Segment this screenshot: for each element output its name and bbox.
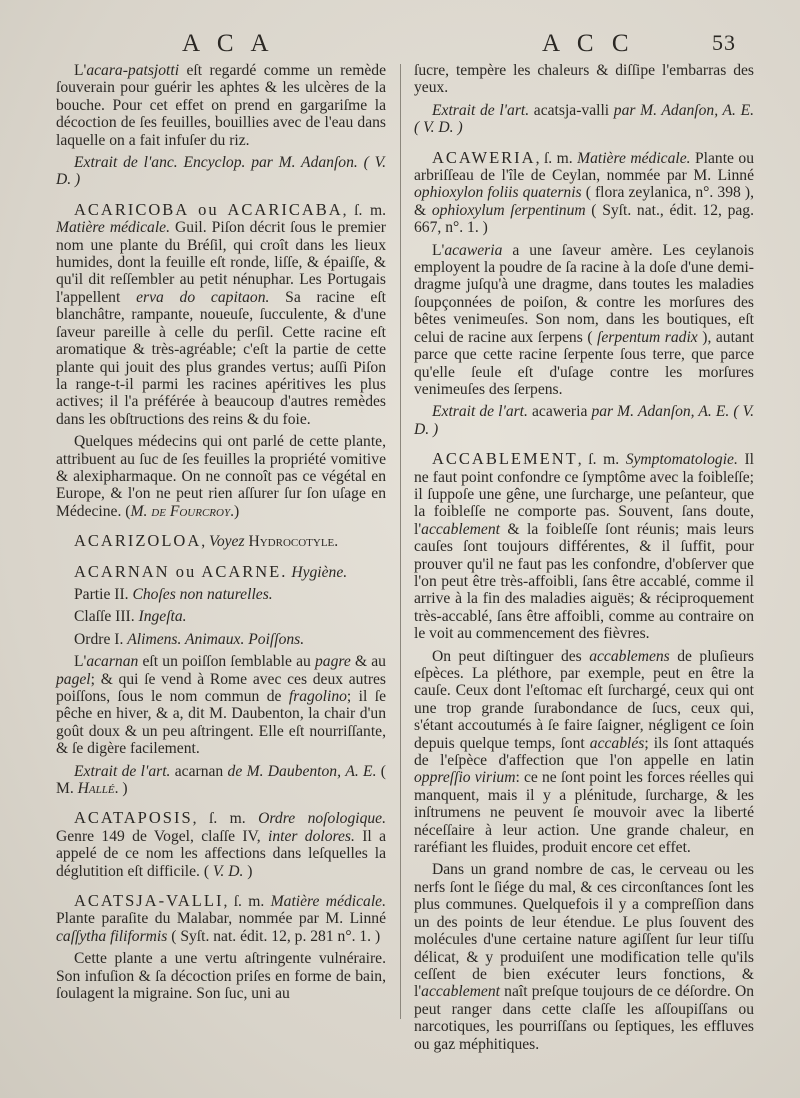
- running-header: [0, 30, 800, 60]
- classification-partie: Partie II. Choſes non naturelles.: [74, 585, 273, 603]
- entry-acaweria: ACAWERIA, ſ. m. Matière médicale. Plante ou arbriſſeau de l'île de Ceylan, nommée par M. Linné ophioxylon foliis quaternis ( flora zeylanica, n°. 398 ), & ophioxylum ſerpentinum ( Syſt. nat., édit. 12, pag. 667, n°. 1. ): [414, 147, 754, 237]
- classification-ordre: Ordre I. Alimens. Animaux. Poiſſons.: [74, 630, 305, 648]
- paragraph-cette-plante: Cette plante a une vertu aſtringente vulnéraire. Son infuſion & ſa décoction priſes en forme de bain, ſoulagent la migraine. Son ſuc, uni au: [56, 950, 386, 1003]
- headword: ACATSJA-VALLI: [74, 891, 224, 911]
- headword: ACARICOBA ou ACARICABA: [74, 199, 343, 219]
- header-right: A C C: [542, 30, 635, 57]
- left-column: [56, 62, 386, 1003]
- paragraph-dans: Dans un grand nombre de cas, le cerveau ou les nerfs ſont le ſiége du mal, & ces circonſtances ſont les plus communes. Quelquefois il y a compreſſion dans un des points de leur étendue. Le plus ſouvent des molécules d'une certaine nature agiſſent ſur leur tiſſu délicat, & y produiſent une modification telle qu'ils ceſſent de bien exécuter leurs fonctions, & l'accablement naît preſque toujours de ce déſordre. On peut ranger dans cette claſſe les aſſoupiſſans ou narcotiques, les pourriſſans ou ſeptiques, les effluves ou gaz méphitiques.: [414, 861, 754, 1053]
- entry-acarnan: ACARNAN ou ACARNE. Hygiène.: [74, 561, 348, 581]
- right-column: [414, 62, 754, 1053]
- headword: ACARIZOLOA: [74, 531, 202, 551]
- extrait-acatsja: Extrait de l'art. acatsja-valli par M. Adanſon, A. E. ( V. D. ): [414, 101, 755, 137]
- paragraph-acarnan: L'acarnan eſt un poiſſon ſemblable au pagre & au pagel; & qui ſe vend à Rome avec ces deux autres poiſſons, ſous le nom commun de fragolino; il ſe pêche en hiver, & a, dit M. Daubenton, la chair d'un goût doux & un peu aſtringent. Elle eſt nourriſſante, & ſe digère facilement.: [56, 653, 386, 758]
- entry-accablement: ACCABLEMENT, ſ. m. Symptomatologie. Il ne faut point confondre ce ſymptôme avec la foibleſſe; il ſuppoſe une gêne, une ſurcharge, une peſanteur, que la foibleſſe ne comporte pas. Souvent, ſans doute, l'accablement & la foibleſſe ſont réunis; mais leurs cauſes ſont toujours différentes, & il ſuffit, pour prouver qu'il ne faut pas les confondre, d'obſerver que l'on peut être très-affoibli, ſans être accablé, comme il arrive à la fin des maladies aiguës; & réciproquement très-accablé, ſans être affoibli, comme au contraire on le voit au commencement des fièvres.: [414, 449, 754, 643]
- extrait-acara: Extrait de l'anc. Encyclop. par M. Adanſon. ( V. D. ): [56, 154, 386, 189]
- header-left: A C A: [182, 30, 275, 57]
- page-number: 53: [712, 30, 736, 55]
- paragraph-sucre: ſucre, tempère les chaleurs & diſſipe l'embarras des yeux.: [414, 62, 754, 97]
- headword: ACCABLEMENT: [432, 449, 578, 469]
- extrait-acarnan: Extrait de l'art. acarnan de M. Daubenton, A. E. ( M. Hallé. ): [56, 762, 386, 798]
- classification-classe: Claſſe III. Ingeſta.: [74, 608, 187, 626]
- entry-acatsja-valli: ACATSJA-VALLI, ſ. m. Matière médicale. Plante paraſite du Malabar, nommée par M. Linné caſſytha filiformis ( Syſt. nat. édit. 12, p. 281 n°. 1. ): [56, 891, 386, 945]
- headword: ACAWERIA: [432, 147, 536, 167]
- entry-acaricoba: ACARICOBA ou ACARICABA, ſ. m. Matière médicale. Guil. Piſon décrit ſous le premier nom une plante du Bréſil, qui croît dans les lieux humides, dont la feuille eſt ronde, liſſe, & épaiſſe, & qu'il dit reſſembler au petit nénuphar. Les Portugais l'appellent erva do capitaon. Sa racine eſt blanchâtre, rampante, noueuſe, ſucculente, & d'une ſaveur pareille à celle du perſil. Cette racine eſt aromatique & très-agréable; c'eſt la partie de cette plante qui jouit des plus grandes vertus; auſſi Piſon la range-t-il parmi les racines apéritives les plus actives; il l'a préférée à beaucoup d'autres remèdes dans les obſtructions des reins & du foie.: [56, 199, 386, 428]
- entry-acarizoloa: ACARIZOLOA, Voyez Hydrocotyle.: [74, 531, 339, 551]
- headword: ACATAPOSIS: [74, 808, 193, 828]
- entry-acataposis: ACATAPOSIS, ſ. m. Ordre noſologique. Genre 149 de Vogel, claſſe IV, inter dolores. Il a appelé de ce nom les affections dans leſquelles la déglutition eſt difficile. ( V. D. ): [56, 808, 386, 880]
- paragraph-quelques: Quelques médecins qui ont parlé de cette plante, attribuent au ſuc de ſes feuilles la propriété vomitive & alexipharmaque. On ne connoît pas ce végétal en Europe, & l'on ne peut rien aſſurer ſur ſon uſage en Médecine. (M. de Fourcroy.): [56, 433, 386, 520]
- headword: ACARNAN ou ACARNE.: [74, 561, 288, 581]
- paragraph-acara: L'acara-patsjotti eſt regardé comme un remède ſouverain pour guérir les aphtes & les ulcères de la bouche. Pour cet effet on prend en gargariſme la décoction de ſes feuilles, bouillies avec de l'eau dans laquelle on a fait infuſer du riz.: [56, 62, 386, 149]
- paragraph-acaweria: L'acaweria a une ſaveur amère. Les ceylanois employent la poudre de ſa racine à la doſe d'une demi-dragme juſqu'à une dragme, dans toutes les maladies ſoupçonnées de poiſon, & contre les morſures des bêtes venimeuſes. Son nom, dans les boutiques, eſt celui de racine aux ſerpens ( ſerpentum radix ), autant parce que cette racine ſerpente ſous terre, que parce qu'elle ſeule eſt d'uſage contre les morſures venimeuſes des ſerpens.: [414, 241, 754, 398]
- paragraph-on-peut: On peut diſtinguer des accablemens de pluſieurs eſpèces. La pléthore, par exemple, peut en être la cauſe. Ceux dont l'eſtomac eſt ſurchargé, ceux qui ont une trop grande ſurabondance de ſucs, ceux qui, s'étant accoutumés à ſe faire ſaigner, négligent ce ſoin depuis quelque temps, ſont accablés; ils ſont attaqués de l'eſpèce d'affection que l'on appelle en latin oppreſſio virium: ce ne ſont point les forces réelles qui manquent, mais il y a plénitude, ſurcharge, & les inſtrumens ne peuvent ſe mouvoir avec la liberté néceſſaire à leur action. Une grande chaleur, en raréfiant les fluides, produit encore cet effet.: [414, 647, 754, 857]
- extrait-acaweria: Extrait de l'art. acaweria par M. Adanſon, A. E. ( V. D. ): [414, 403, 754, 438]
- column-divider: [400, 64, 401, 1019]
